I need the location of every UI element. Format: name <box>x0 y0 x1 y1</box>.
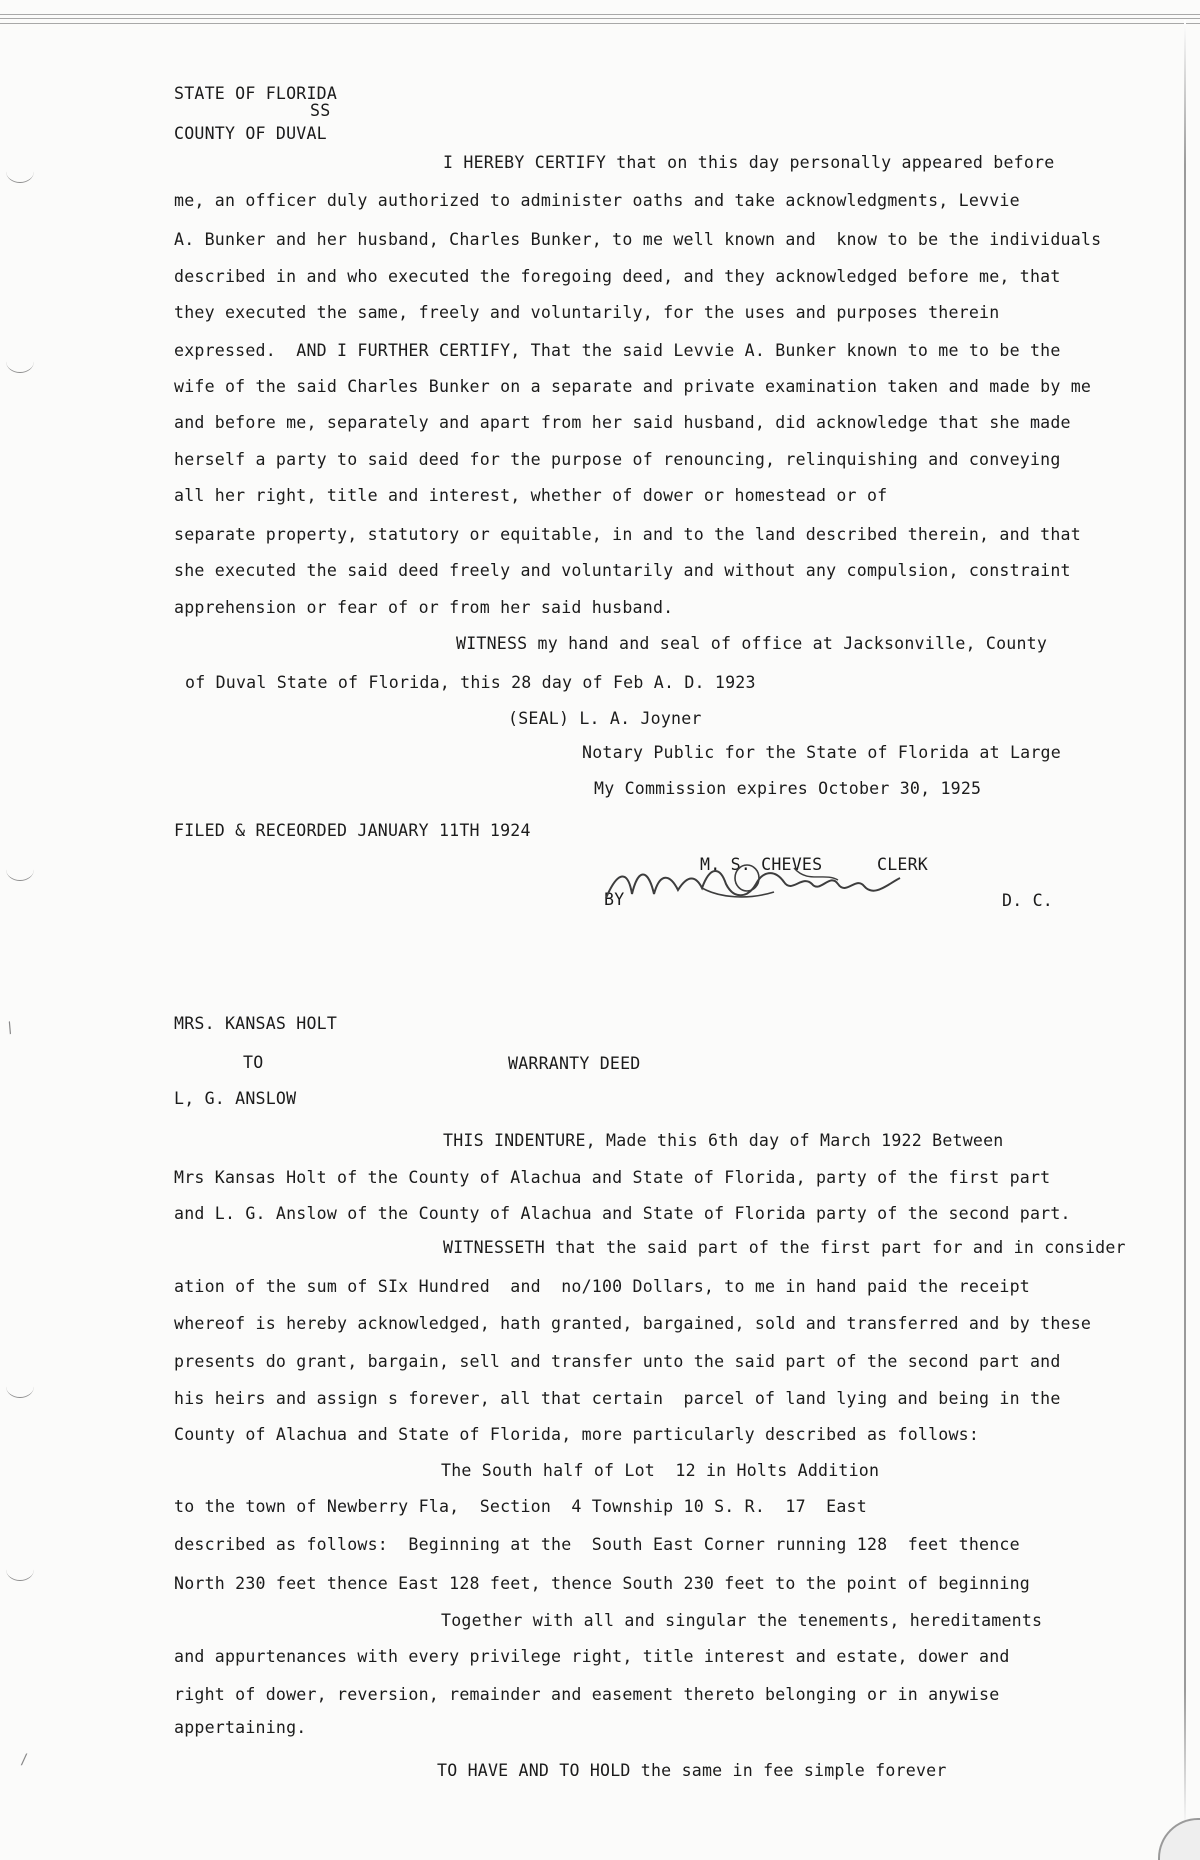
ack-line: I HEREBY CERTIFY that on this day personally appeared before <box>443 153 1055 172</box>
ack-line: and before me, separately and apart from her said husband, did acknowledge that she made <box>174 413 1071 432</box>
deed-line: and appurtenances with every privilege right, title interest and estate, dower and <box>174 1647 1010 1666</box>
punch-hole-mark <box>6 858 34 881</box>
deputy-clerk-label: D. C. <box>1002 891 1053 910</box>
deed-line: WITNESSETH that the said part of the first part for and in consider <box>443 1238 1126 1257</box>
ack-line: expressed. AND I FURTHER CERTIFY, That the said Levvie A. Bunker known to me to be the <box>174 341 1061 360</box>
deed-line: and L. G. Anslow of the County of Alachua and State of Florida party of the second part. <box>174 1204 1071 1223</box>
deed-line: ation of the sum of SIx Hundred and no/100 Dollars, to me in hand paid the receipt <box>174 1277 1030 1296</box>
punch-hole-mark <box>6 160 34 183</box>
punch-hole-mark <box>6 1375 34 1398</box>
clerk-title: CLERK <box>877 855 928 874</box>
deed-line: to the town of Newberry Fla, Section 4 Township 10 S. R. 17 East <box>174 1497 867 1516</box>
ack-line: me, an officer duly authorized to administer oaths and take acknowledgments, Levvie <box>174 191 1020 210</box>
ack-line: she executed the said deed freely and voluntarily and without any compulsion, constraint <box>174 561 1071 580</box>
ack-line: apprehension or fear of or from her said husband. <box>174 598 674 617</box>
document-title: WARRANTY DEED <box>508 1054 641 1073</box>
clerk-signature <box>598 854 908 914</box>
deed-line: whereof is hereby acknowledged, hath granted, bargained, sold and transferred and by these <box>174 1314 1092 1333</box>
ack-line: herself a party to said deed for the purpose of renouncing, relinquishing and conveying <box>174 450 1061 469</box>
page-edge <box>1184 20 1186 1835</box>
deed-line: appertaining. <box>174 1718 307 1737</box>
scan-edge-line <box>0 14 1200 15</box>
state-heading: STATE OF FLORIDA <box>174 84 338 103</box>
filed-recorded-line: FILED & RECEORDED JANUARY 11TH 1924 <box>174 821 531 840</box>
ss-mark: SS <box>310 101 331 120</box>
grantor-name: MRS. KANSAS HOLT <box>174 1014 338 1033</box>
deed-line: described as follows: Beginning at the South East Corner running 128 feet thence <box>174 1535 1020 1554</box>
ack-line: they executed the same, freely and voluntarily, for the uses and purposes therein <box>174 303 1000 322</box>
witness-line: WITNESS my hand and seal of office at Jacksonville, County <box>456 634 1048 653</box>
deed-line: THIS INDENTURE, Made this 6th day of March 1922 Between <box>443 1131 1004 1150</box>
seal-line: (SEAL) L. A. Joyner <box>508 709 702 728</box>
deed-line: Together with all and singular the tenements, hereditaments <box>441 1611 1043 1630</box>
ack-line: described in and who executed the foregoing deed, and they acknowledged before me, that <box>174 267 1061 286</box>
by-label: BY <box>604 890 625 909</box>
witness-line: of Duval State of Florida, this 28 day of Feb A. D. 1923 <box>185 673 756 692</box>
clerk-name: M. S. CHEVES <box>700 855 823 874</box>
notary-line: Notary Public for the State of Florida at Large <box>582 743 1061 762</box>
county-heading: COUNTY OF DUVAL <box>174 124 327 143</box>
punch-hole-mark <box>6 1558 34 1581</box>
deed-line: County of Alachua and State of Florida, more particularly described as follows: <box>174 1425 980 1444</box>
page-corner-curl <box>1158 1818 1200 1860</box>
margin-mark: / <box>2 1018 18 1038</box>
ack-line: separate property, statutory or equitable, in and to the land described therein, and that <box>174 525 1081 544</box>
deed-line: The South half of Lot 12 in Holts Addition <box>441 1461 880 1480</box>
deed-line: his heirs and assign s forever, all that certain parcel of land lying and being in the <box>174 1389 1061 1408</box>
margin-mark: / <box>20 1752 29 1768</box>
scan-edge-line <box>0 23 1200 24</box>
scan-edge-line <box>0 18 1200 19</box>
punch-hole-mark <box>6 350 34 373</box>
ack-line: A. Bunker and her husband, Charles Bunker, to me well known and know to be the individuals <box>174 230 1102 249</box>
deed-line: Mrs Kansas Holt of the County of Alachua and State of Florida, party of the first part <box>174 1168 1051 1187</box>
ack-line: all her right, title and interest, whether of dower or homestead or of <box>174 486 888 505</box>
commission-line: My Commission expires October 30, 1925 <box>594 779 982 798</box>
deed-line: right of dower, reversion, remainder and easement thereto belonging or in anywise <box>174 1685 1000 1704</box>
deed-line: presents do grant, bargain, sell and transfer unto the said part of the second part and <box>174 1352 1061 1371</box>
deed-line: TO HAVE AND TO HOLD the same in fee simple forever <box>437 1761 947 1780</box>
deed-line: North 230 feet thence East 128 feet, thence South 230 feet to the point of beginning <box>174 1574 1030 1593</box>
ack-line: wife of the said Charles Bunker on a separate and private examination taken and made by me <box>174 377 1092 396</box>
to-label: TO <box>243 1053 264 1072</box>
grantee-name: L, G. ANSLOW <box>174 1089 297 1108</box>
